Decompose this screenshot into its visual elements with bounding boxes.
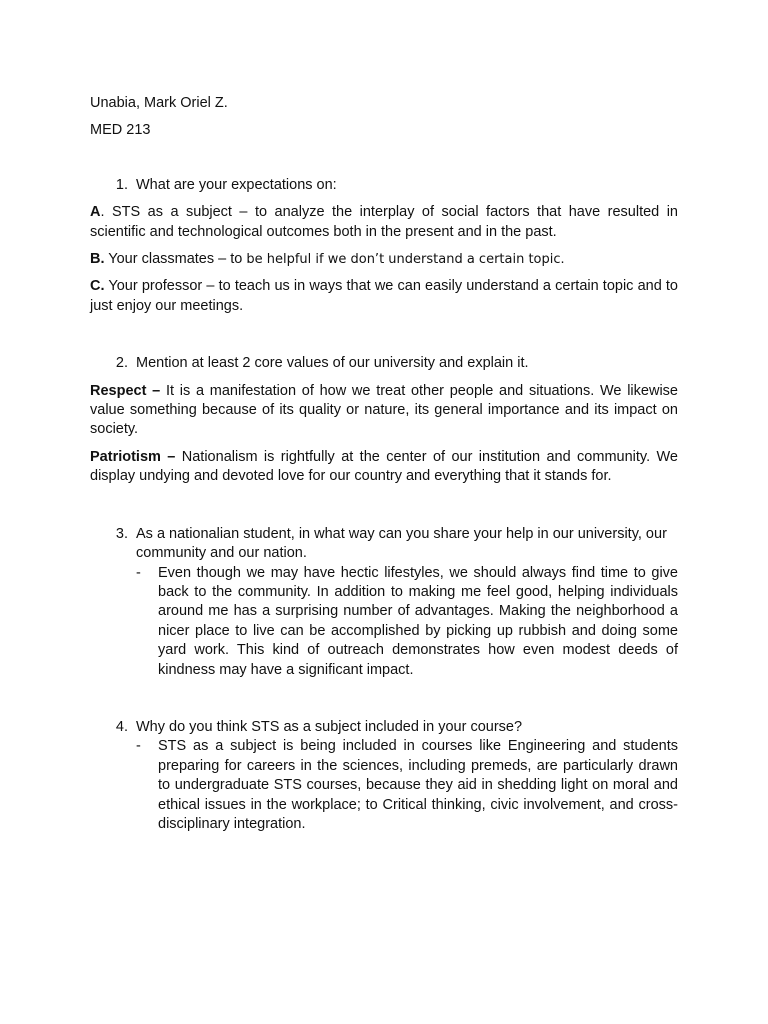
answer-1b-text-end: . [560,251,565,268]
question-1 [90,176,678,195]
patriotism-text: Nationalism is rightfully at the center of our institution and community. We display undying and devoted love for our country and everything that it stands for. [90,448,678,485]
question-1-number: 1. [115,176,128,193]
question-2-number: 2. [115,355,128,372]
question-4-answer-block [136,737,678,834]
core-value-respect [90,382,678,440]
question-1-text: What are your expectations on: [136,176,337,193]
question-4-number: 4. [115,718,128,735]
answer-1b [90,250,678,269]
question-3-text: As a nationalian student, in what way can you share your help in our university, our community and our nation. [136,525,667,562]
question-2 [90,354,678,373]
question-3-answer [136,564,678,680]
question-2-text: Mention at least 2 core values of our university and explain it. [136,355,529,372]
question-4-text: Why do you think STS as a subject included in your course? [136,718,523,735]
answer-1c [90,277,678,316]
answer-1c-label: C. [90,278,105,295]
question-4-answer [136,737,678,834]
question-3-answer-text: Even though we may have hectic lifestyles, we should always find time to give back to the community. In addition to making me feel good, helping individuals around me has a surprising number of advantages. Making the neighborhood a nicer place to live can be accomplished by picking up rubbish and doing some yard work. This kind of outreach demonstrates how even modest deeds of kindness may have a significant impact. [158,564,678,678]
core-value-patriotism [90,448,678,487]
answer-1a-text: . STS as a subject – to analyze the interplay of social factors that have resulted in scientific and technological outcomes both in the present and in the past. [90,204,678,240]
answer-1b-text-alt: be helpful if we don’t understand a certain topic [246,252,561,268]
question-4-answer-text: STS as a subject is being included in courses like Engineering and students preparing for careers in the sciences, including premeds, are particularly drawn to undergraduate STS courses, because they aid in shedding light on moral and ethical issues in the workplace; to Critical thinking, civic involvement, and cross-disciplinary integration. [158,738,678,832]
question-3-dash: - [136,564,141,581]
question-3 [90,525,678,564]
question-4-dash: - [136,738,141,755]
answer-1c-text: Your professor – to teach us in ways that we can easily understand a certain topic and to just enjoy our meetings. [90,278,678,314]
answer-1b-text-start: Your classmates – to [104,251,247,268]
respect-label: Respect – [90,382,161,399]
question-4 [90,718,678,737]
answer-1a-label: A [90,204,101,221]
question-3-number: 3. [115,525,128,542]
course-code: MED 213 [90,122,151,139]
student-name: Unabia, Mark Oriel Z. [90,95,228,111]
answer-1a [90,203,678,242]
answer-1b-label: B. [90,251,105,268]
respect-text: It is a manifestation of how we treat other people and situations. We likewise value something because of its quality or nature, its general importance and its impact on society. [90,382,678,438]
question-3-answer-block [136,564,678,680]
document-page [90,94,678,834]
patriotism-label: Patriotism – [90,448,176,465]
